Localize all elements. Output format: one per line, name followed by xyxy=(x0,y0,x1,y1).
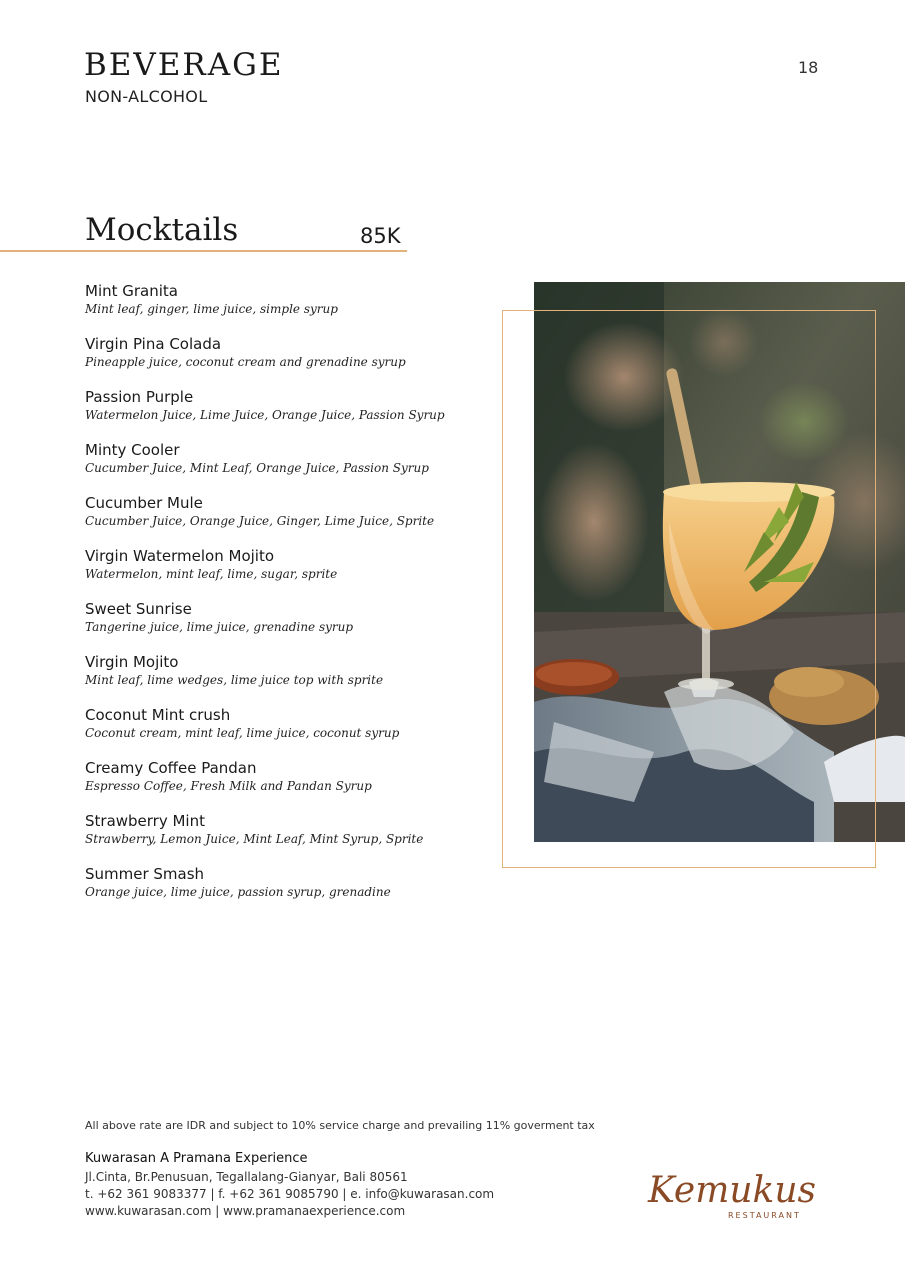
menu-item xyxy=(85,600,505,653)
menu-item xyxy=(85,812,505,865)
menu-item xyxy=(85,865,505,918)
menu-item xyxy=(85,706,505,759)
section-price: 85K xyxy=(360,224,401,248)
page-subtitle: NON-ALCOHOL xyxy=(85,87,208,106)
item-name: Sweet Sunrise xyxy=(85,600,192,618)
item-name: Virgin Mojito xyxy=(85,653,179,671)
item-description: Watermelon, mint leaf, lime, sugar, sprite xyxy=(85,567,338,581)
tax-note: All above rate are IDR and subject to 10% service charge and prevailing 11% goverment tax xyxy=(85,1119,595,1132)
logo-tagline: RESTAURANT xyxy=(728,1211,801,1220)
menu-item xyxy=(85,547,505,600)
item-name: Creamy Coffee Pandan xyxy=(85,759,257,777)
item-description: Cucumber Juice, Mint Leaf, Orange Juice, Passion Syrup xyxy=(85,461,429,475)
item-description: Pineapple juice, coconut cream and grenadine syrup xyxy=(85,355,406,369)
item-name: Virgin Pina Colada xyxy=(85,335,222,353)
logo-wordmark: Kemukus xyxy=(648,1170,817,1211)
menu-item xyxy=(85,282,505,335)
menu-item xyxy=(85,653,505,706)
item-description: Cucumber Juice, Orange Juice, Ginger, Lime Juice, Sprite xyxy=(85,514,435,528)
item-name: Strawberry Mint xyxy=(85,812,205,830)
item-name: Minty Cooler xyxy=(85,441,180,459)
contact-block xyxy=(85,1169,494,1220)
company-name: Kuwarasan A Pramana Experience xyxy=(85,1151,308,1166)
item-description: Espresso Coffee, Fresh Milk and Pandan Syrup xyxy=(85,779,372,793)
item-name: Passion Purple xyxy=(85,388,194,406)
item-description: Watermelon Juice, Lime Juice, Orange Juice, Passion Syrup xyxy=(85,408,445,422)
item-name: Summer Smash xyxy=(85,865,205,883)
contact-numbers: t. +62 361 9083377 | f. +62 361 9085790 | e. info@kuwarasan.com xyxy=(85,1187,495,1201)
item-description: Coconut cream, mint leaf, lime juice, coconut syrup xyxy=(85,726,400,740)
menu-item xyxy=(85,441,505,494)
item-description: Tangerine juice, lime juice, grenadine syrup xyxy=(85,620,354,634)
address: Jl.Cinta, Br.Penusuan, Tegallalang-Gianyar, Bali 80561 xyxy=(85,1170,408,1184)
websites: www.kuwarasan.com | www.pramanaexperience.com xyxy=(85,1204,406,1218)
menu-item xyxy=(85,759,505,812)
item-description: Strawberry, Lemon Juice, Mint Leaf, Mint Syrup, Sprite xyxy=(85,832,424,846)
menu-item xyxy=(85,388,505,441)
item-name: Virgin Watermelon Mojito xyxy=(85,547,275,565)
menu-list xyxy=(85,282,505,918)
item-description: Mint leaf, lime wedges, lime juice top with sprite xyxy=(85,673,384,687)
item-name: Mint Granita xyxy=(85,282,178,300)
item-description: Orange juice, lime juice, passion syrup, grenadine xyxy=(85,885,391,899)
section-divider xyxy=(0,250,407,252)
photo-frame xyxy=(502,310,876,868)
menu-item xyxy=(85,335,505,388)
page-title: BEVERAGE xyxy=(84,47,284,83)
restaurant-logo xyxy=(640,1160,830,1225)
item-name: Cucumber Mule xyxy=(85,494,203,512)
item-name: Coconut Mint crush xyxy=(85,706,231,724)
section-title: Mocktails xyxy=(85,212,239,248)
page-number: 18 xyxy=(798,58,819,77)
menu-item xyxy=(85,494,505,547)
item-description: Mint leaf, ginger, lime juice, simple syrup xyxy=(85,302,338,316)
